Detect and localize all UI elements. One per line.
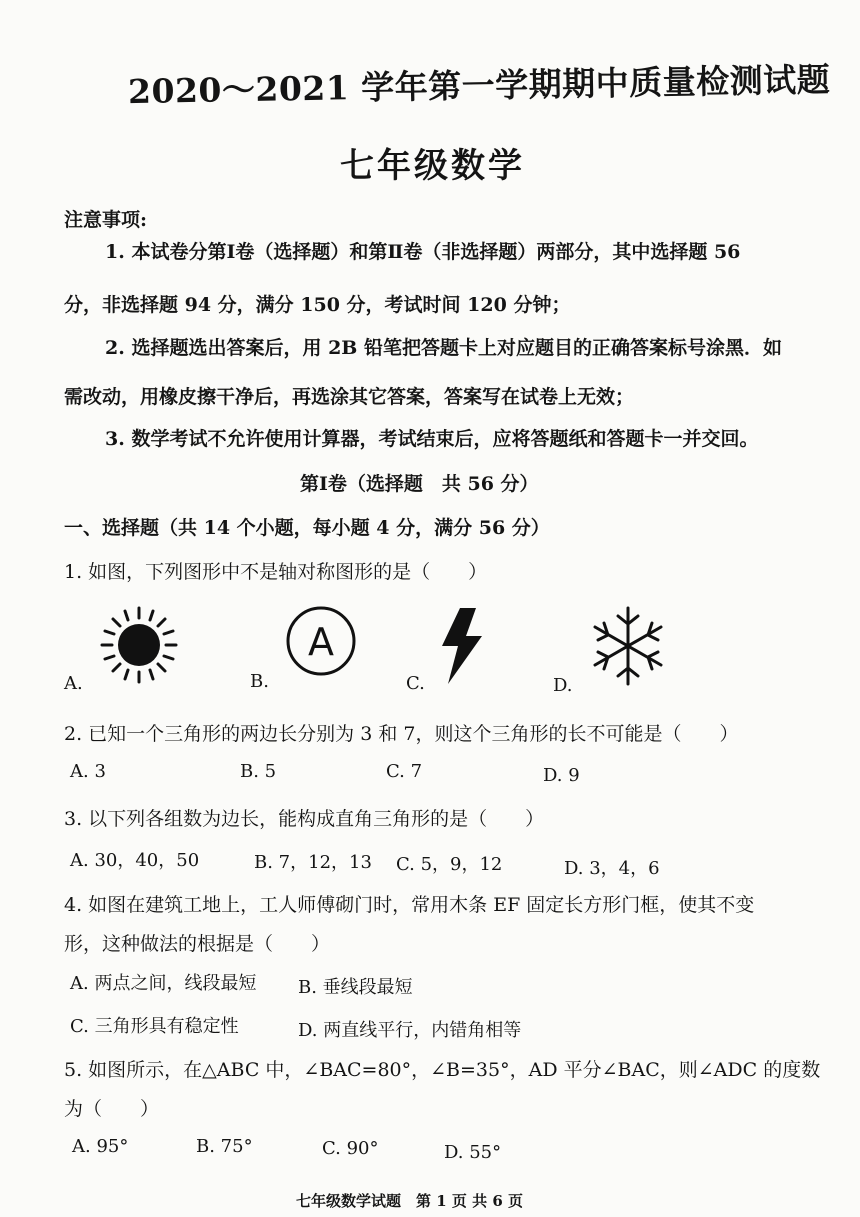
question-4-option-a: A. 两点之间，线段最短 xyxy=(70,973,257,994)
question-4-option-d: D. 两直线平行，内错角相等 xyxy=(298,1020,522,1041)
notice-item-3: 3. 数学考试不允许使用计算器，考试结束后，应将答题纸和答题卡一并交回。 xyxy=(105,428,759,450)
question-5-option-d: D. 55° xyxy=(444,1142,502,1163)
question-5-stem-line-1: 5. 如图所示，在△ABC 中，∠BAC=80°，∠B=35°，AD 平分∠BAC，则∠ADC 的度数 xyxy=(64,1059,821,1081)
circled-letter: A xyxy=(308,620,334,664)
question-4-option-c: C. 三角形具有稳定性 xyxy=(70,1016,239,1037)
notice-item-2-line-1: 2. 选择题选出答案后，用 2B 铅笔把答题卡上对应题目的正确答案标号涂黑．如 xyxy=(105,337,782,359)
question-5-option-b: B. 75° xyxy=(196,1136,253,1157)
notice-item-1-line-1: 1. 本试卷分第Ⅰ卷（选择题）和第Ⅱ卷（非选择题）两部分，其中选择题 56 xyxy=(105,241,741,263)
question-1-stem: 1. 如图，下列图形中不是轴对称图形的是（ ） xyxy=(64,561,488,583)
snowflake-icon xyxy=(590,604,666,688)
question-2-option-b: B. 5 xyxy=(240,761,277,782)
lightning-bolt-icon xyxy=(436,606,488,686)
question-4-stem-line-1: 4. 如图在建筑工地上，工人师傅砌门时，常用木条 EF 固定长方形门框，使其不变 xyxy=(64,894,755,916)
circled-letter-a-icon xyxy=(284,604,358,678)
question-2-option-c: C. 7 xyxy=(386,761,423,782)
question-4-stem-line-2: 形，这种做法的根据是（ ） xyxy=(64,933,331,955)
question-2-stem: 2. 已知一个三角形的两边长分别为 3 和 7，则这个三角形的长不可能是（ ） xyxy=(64,723,739,745)
question-3-stem: 3. 以下列各组数为边长，能构成直角三角形的是（ ） xyxy=(64,808,545,830)
question-5-stem-line-2: 为（ ） xyxy=(64,1098,160,1120)
exam-title: 2020～2021 学年第一学期期中质量检测试题 xyxy=(127,59,831,112)
question-2-option-a: A. 3 xyxy=(70,761,106,782)
part-heading: 一、选择题（共 14 个小题，每小题 4 分，满分 56 分） xyxy=(64,517,550,539)
question-2-option-d: D. 9 xyxy=(543,765,580,786)
sun-icon xyxy=(96,602,182,688)
question-5-option-c: C. 90° xyxy=(322,1138,379,1159)
notice-item-2-line-2: 需改动，用橡皮擦干净后，再选涂其它答案，答案写在试卷上无效； xyxy=(64,386,635,408)
question-3-option-c: C. 5，9，12 xyxy=(396,854,503,875)
exam-subtitle: 七年级数学 xyxy=(340,146,525,186)
question-1-option-d: D. xyxy=(553,675,573,696)
question-1-option-b: B. xyxy=(250,671,269,692)
question-3-option-d: D. 3，4，6 xyxy=(564,858,660,879)
question-5-option-a: A. 95° xyxy=(72,1136,129,1157)
question-1-option-a: A. xyxy=(64,673,83,694)
question-1-option-c: C. xyxy=(406,673,425,694)
question-3-option-a: A. 30，40，50 xyxy=(70,850,200,871)
question-4-option-b: B. 垂线段最短 xyxy=(298,977,413,998)
page-footer: 七年级数学试题 第 1 页 共 6 页 xyxy=(296,1192,523,1210)
section-title: 第Ⅰ卷（选择题 共 56 分） xyxy=(300,473,539,495)
notice-item-1-line-2: 分，非选择题 94 分，满分 150 分，考试时间 120 分钟； xyxy=(64,294,571,316)
question-3-option-b: B. 7，12，13 xyxy=(254,852,372,873)
notice-heading: 注意事项: xyxy=(64,209,148,231)
